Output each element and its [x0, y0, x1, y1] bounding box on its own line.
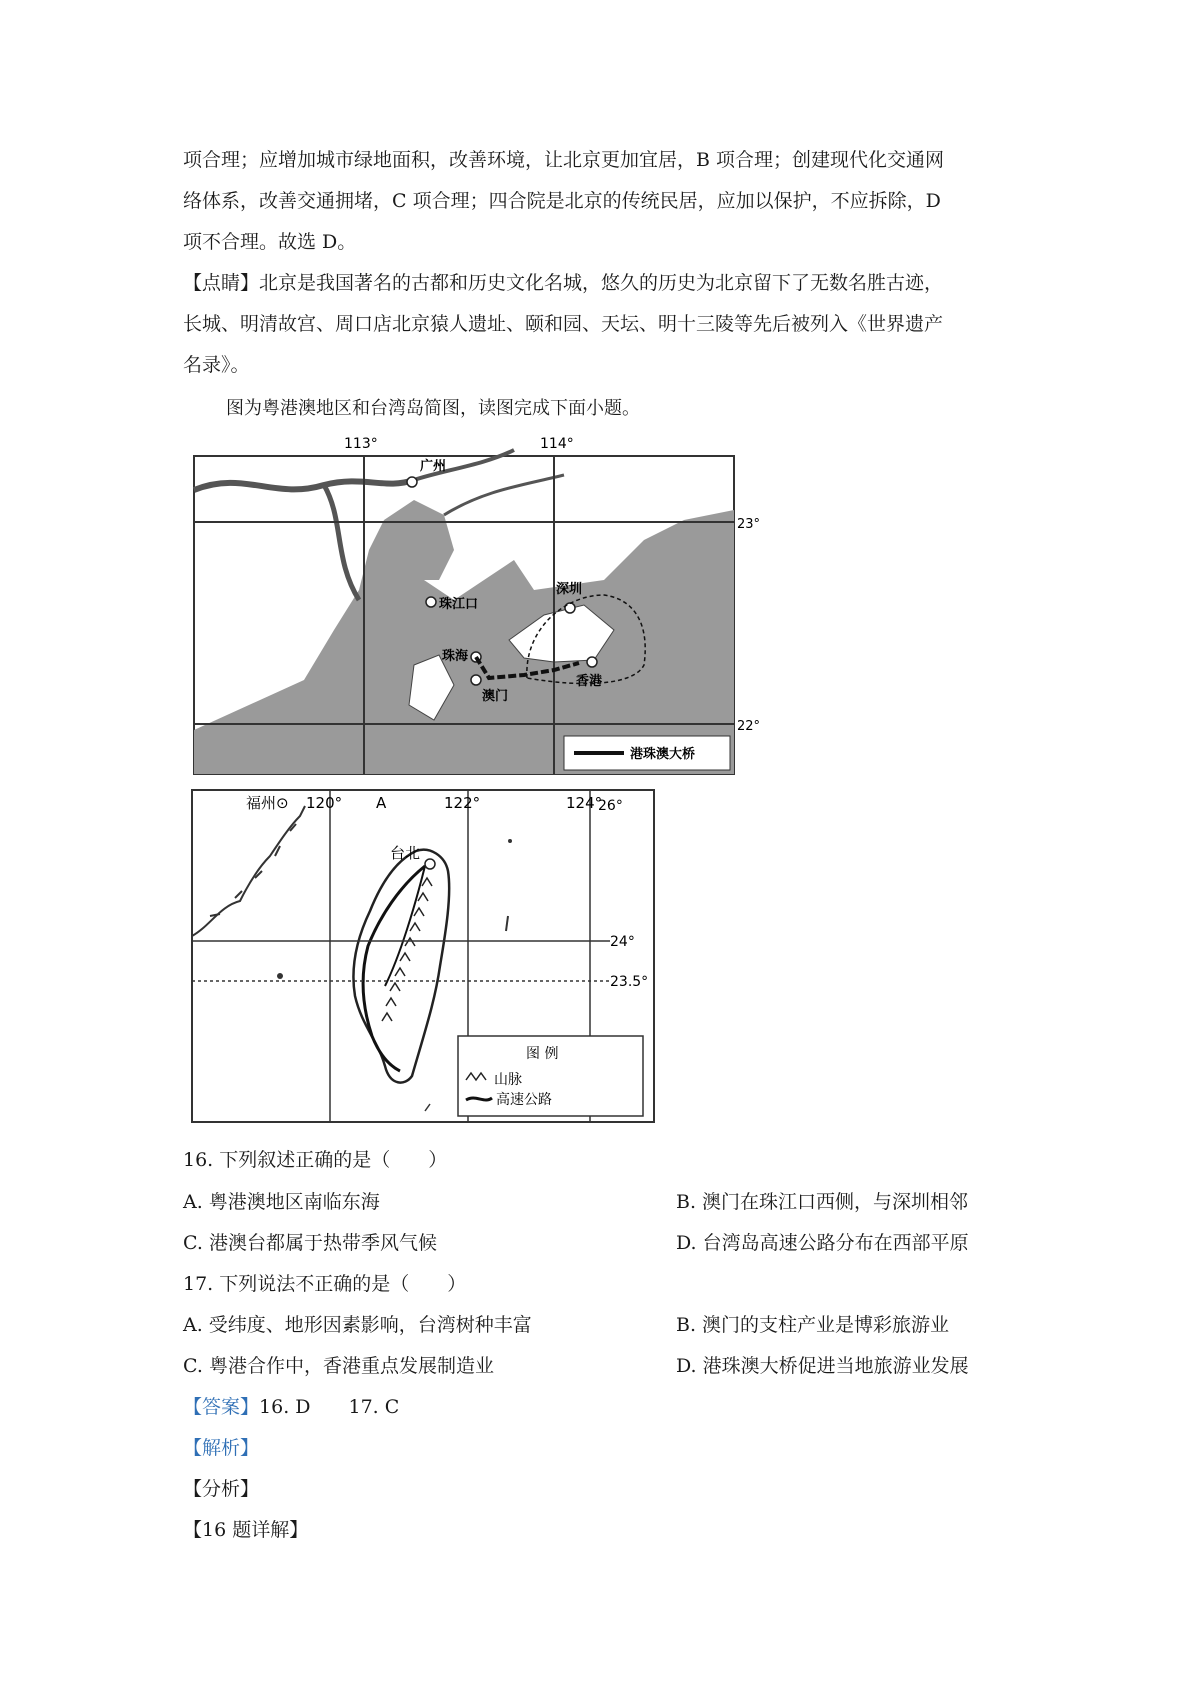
analysis-heading: 【解析】 — [183, 1437, 260, 1459]
taibei-marker — [425, 859, 435, 869]
question-16-stem: 16. 下列叙述正确的是（ ） — [183, 1149, 448, 1171]
zhujiangkou-marker — [426, 597, 436, 607]
fenxi-heading: 【分析】 — [183, 1478, 260, 1500]
detail-16-heading: 【16 题详解】 — [183, 1519, 309, 1541]
guangzhou-label: 广州 — [420, 459, 447, 474]
gba-map — [184, 430, 761, 780]
text-line-6: 名录》。 — [183, 354, 250, 376]
lat-26-label: 26° — [598, 798, 623, 814]
lon-124-label: 124° — [566, 794, 603, 812]
fuzhou-label: 福州⊙ — [246, 794, 289, 812]
lon-122-label: 122° — [444, 794, 481, 812]
zhujiangkou-label: 珠江口 — [439, 597, 479, 612]
legend-mountain-label: 山脉 — [494, 1072, 522, 1088]
text-line-2: 络体系，改善交通拥堵，C 项合理；四合院是北京的传统民居，应加以保护，不应拆除，D — [183, 190, 941, 212]
shenzhen-label: 深圳 — [556, 582, 583, 597]
text-line-5: 长城、明清故宫、周口店北京猿人遗址、颐和园、天坛、明十三陵等先后被列入《世界遗产 — [183, 313, 944, 335]
lon-120-label: 120° — [306, 794, 343, 812]
aomen-label: 澳门 — [482, 689, 509, 704]
question-16-option-d: D. 台湾岛高速公路分布在西部平原 — [676, 1232, 969, 1254]
question-17-option-a: A. 受纬度、地形因素影响，台湾树种丰富 — [183, 1314, 532, 1336]
question-17-option-c: C. 粤港合作中，香港重点发展制造业 — [183, 1355, 494, 1377]
figure-intro: 图为粤港澳地区和台湾岛简图，读图完成下面小题。 — [226, 398, 640, 419]
lat-23-5-label: 23.5° — [610, 974, 649, 990]
lat-24-label: 24° — [610, 934, 635, 950]
guangzhou-marker — [407, 477, 417, 487]
text-line-3: 项不合理。故选 D。 — [183, 231, 357, 253]
lat-23-label: 23° — [737, 517, 761, 532]
legend-bridge-label: 港珠澳大桥 — [630, 747, 696, 762]
aomen-marker — [471, 675, 481, 685]
point-a-label: A — [376, 794, 387, 812]
zhuhai-label: 珠海 — [442, 649, 469, 664]
answer-value: 16. D 17. C — [259, 1396, 400, 1418]
xianggang-label: 香港 — [576, 674, 603, 689]
text-line-4: 【点睛】北京是我国著名的古都和历史文化名城，悠久的历史为北京留下了无数名胜古迹， — [183, 272, 944, 294]
question-17-stem: 17. 下列说法不正确的是（ ） — [183, 1273, 467, 1295]
legend-title: 图 例 — [526, 1046, 559, 1062]
text-line-1: 项合理；应增加城市绿地面积，改善环境，让北京更加宜居，B 项合理；创建现代化交通网 — [183, 149, 945, 171]
question-17-option-b: B. 澳门的支柱产业是博彩旅游业 — [676, 1314, 950, 1336]
answer-label: 【答案】 — [183, 1396, 260, 1418]
question-16-option-b: B. 澳门在珠江口西侧，与深圳相邻 — [676, 1191, 969, 1213]
lat-22-label: 22° — [737, 719, 761, 734]
xianggang-marker — [587, 657, 597, 667]
question-16-option-c: C. 港澳台都属于热带季风气候 — [183, 1232, 437, 1254]
taibei-label: 台北 — [390, 844, 421, 862]
lon-114-label: 114° — [540, 436, 574, 452]
legend-highway-label: 高速公路 — [496, 1092, 552, 1108]
taiwan-map — [190, 786, 660, 1126]
lon-113-label: 113° — [344, 436, 378, 452]
question-17-option-d: D. 港珠澳大桥促进当地旅游业发展 — [676, 1355, 969, 1377]
answer-line — [183, 1395, 399, 1419]
question-16-option-a: A. 粤港澳地区南临东海 — [183, 1191, 380, 1213]
